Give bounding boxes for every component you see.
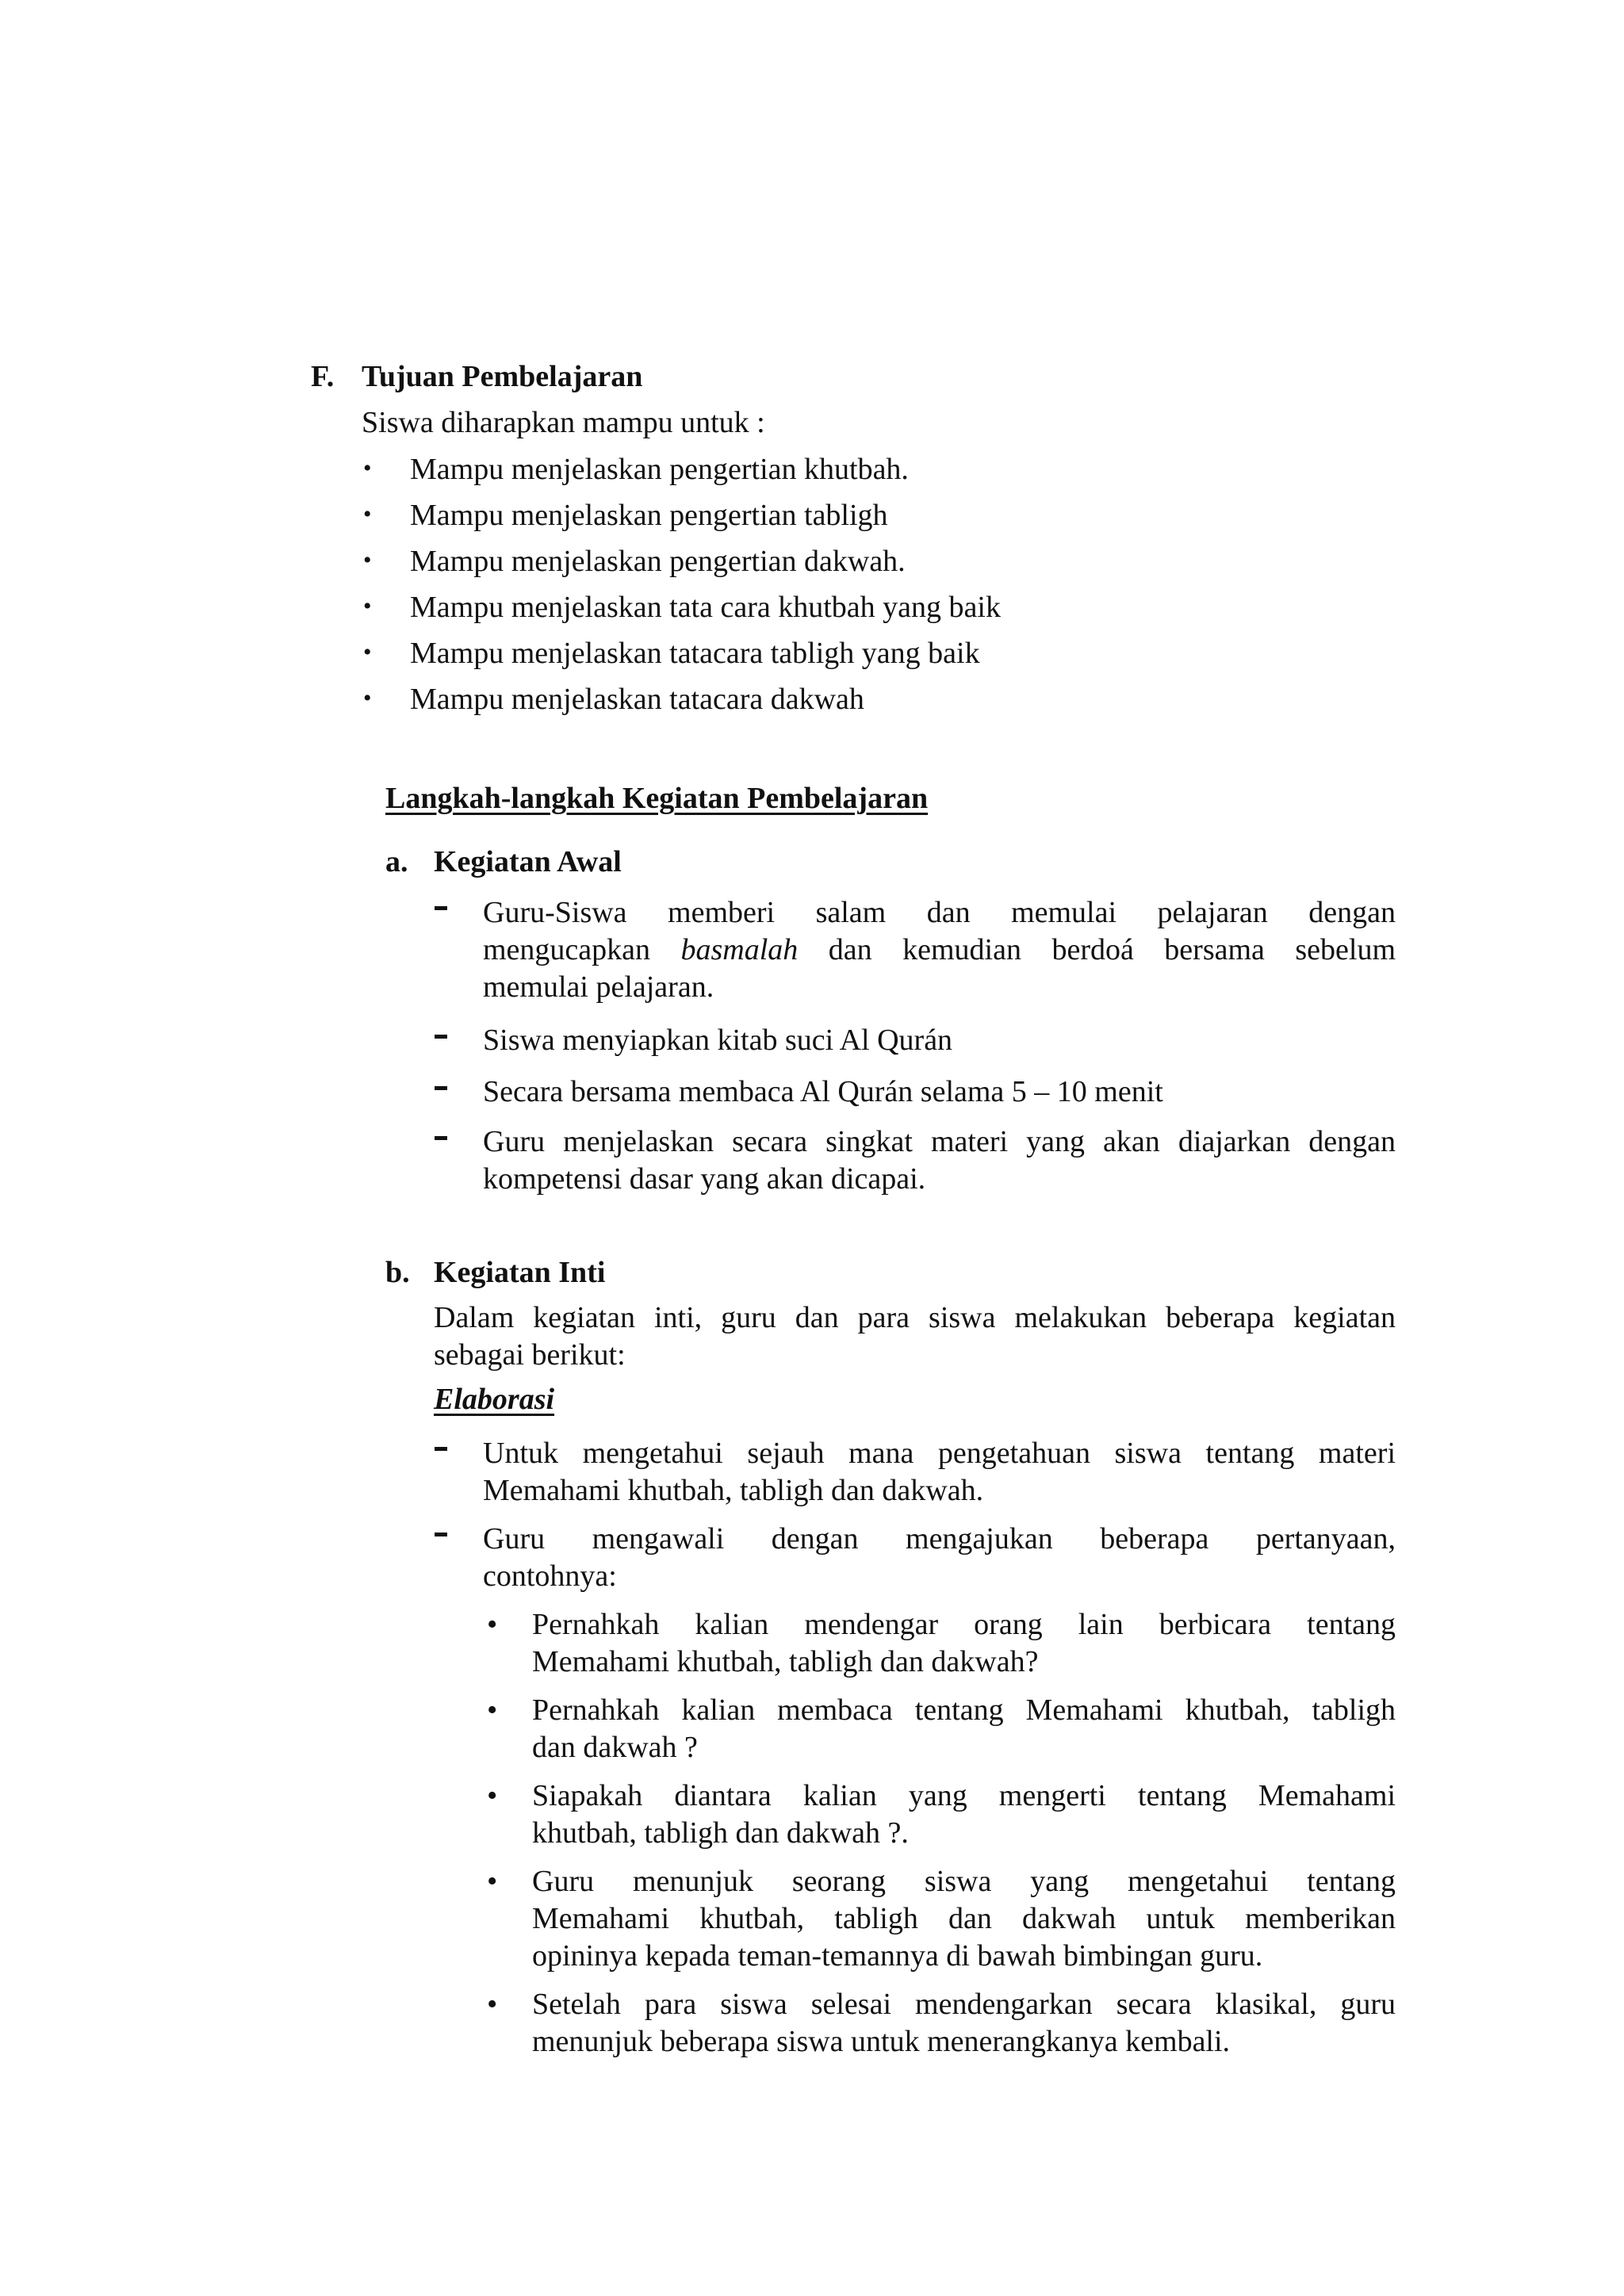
question-line: Setelah para siswa selesai mendengarkan secara klasikal, guru	[532, 1988, 1396, 2021]
bullet-icon: •	[363, 455, 372, 481]
bullet-icon: •	[363, 639, 372, 665]
bullet-icon: •	[487, 1779, 498, 1812]
list-item-line: Guru mengawali dengan mengajukan beberapa pertanyaan,	[483, 1522, 1396, 1556]
section-intro: Siswa diharapkan mampu untuk :	[362, 406, 765, 439]
steps-heading: Langkah-langkah Kegiatan Pembelajaran	[385, 782, 929, 815]
objective-item: Mampu menjelaskan tata cara khutbah yang baik	[410, 591, 1001, 624]
paragraph-line: sebagai berikut:	[434, 1338, 626, 1372]
dash-icon	[435, 1533, 447, 1536]
question-line: Guru menunjuk seorang siswa yang mengetahui tentang	[532, 1865, 1396, 1898]
dash-icon	[435, 906, 447, 910]
question-line: Memahami khutbah, tabligh dan dakwah untuk memberikan	[532, 1902, 1396, 1935]
section-marker: F.	[311, 360, 335, 393]
dash-icon	[435, 1086, 447, 1090]
section-title: Tujuan Pembelajaran	[362, 360, 643, 393]
objective-item: Mampu menjelaskan pengertian dakwah.	[410, 545, 906, 578]
sub-heading: Elaborasi	[434, 1383, 555, 1416]
objective-item: Mampu menjelaskan tatacara tabligh yang baik	[410, 637, 980, 670]
objective-item: Mampu menjelaskan pengertian tabligh	[410, 499, 888, 532]
bullet-icon: •	[363, 547, 372, 573]
dash-icon	[435, 1136, 447, 1140]
bullet-icon: •	[363, 685, 372, 711]
subsection-marker: a.	[385, 845, 408, 878]
list-item-line: Secara bersama membaca Al Qurán selama 5 – 10 menit	[483, 1075, 1163, 1108]
question-line: Memahami khutbah, tabligh dan dakwah?	[532, 1645, 1039, 1678]
list-item-line: Guru-Siswa memberi salam dan memulai pelajaran dengan	[483, 896, 1396, 929]
list-item-line: Siswa menyiapkan kitab suci Al Qurán	[483, 1024, 953, 1057]
objective-item: Mampu menjelaskan tatacara dakwah	[410, 683, 864, 716]
dash-icon	[435, 1447, 447, 1451]
list-item-line: Guru menjelaskan secara singkat materi yang akan diajarkan dengan	[483, 1125, 1396, 1158]
question-line: dan dakwah ?	[532, 1731, 698, 1764]
paragraph-line: Dalam kegiatan inti, guru dan para siswa melakukan beberapa kegiatan	[434, 1301, 1396, 1334]
question-line: khutbah, tabligh dan dakwah ?.	[532, 1816, 909, 1850]
bullet-icon: •	[487, 1693, 498, 1727]
subsection-title: Kegiatan Inti	[434, 1256, 606, 1289]
bullet-icon: •	[363, 593, 372, 619]
list-item-line: mengucapkan basmalah dan kemudian berdoá bersama sebelum	[483, 933, 1396, 966]
question-line: menunjuk beberapa siswa untuk menerangkanya kembali.	[532, 2025, 1231, 2058]
bullet-icon: •	[487, 1988, 498, 2021]
bullet-icon: •	[487, 1608, 498, 1641]
bullet-icon: •	[487, 1865, 498, 1898]
emphasis-text: basmalah	[680, 933, 799, 966]
objective-item: Mampu menjelaskan pengertian khutbah.	[410, 453, 909, 486]
list-item-line: Memahami khutbah, tabligh dan dakwah.	[483, 1474, 984, 1507]
subsection-marker: b.	[385, 1256, 410, 1289]
list-item-line: kompetensi dasar yang akan dicapai.	[483, 1162, 926, 1196]
question-line: Pernahkah kalian membaca tentang Memahami khutbah, tabligh	[532, 1693, 1396, 1727]
question-line: Siapakah diantara kalian yang mengerti tentang Memahami	[532, 1779, 1396, 1812]
bullet-icon: •	[363, 501, 372, 527]
list-item-line: memulai pelajaran.	[483, 970, 714, 1004]
dash-icon	[435, 1035, 447, 1039]
list-item-line: Untuk mengetahui sejauh mana pengetahuan siswa tentang materi	[483, 1437, 1396, 1470]
question-line: Pernahkah kalian mendengar orang lain berbicara tentang	[532, 1608, 1396, 1641]
question-line: opininya kepada teman-temannya di bawah bimbingan guru.	[532, 1939, 1263, 1973]
subsection-title: Kegiatan Awal	[434, 845, 622, 878]
list-item-line: contohnya:	[483, 1559, 617, 1593]
